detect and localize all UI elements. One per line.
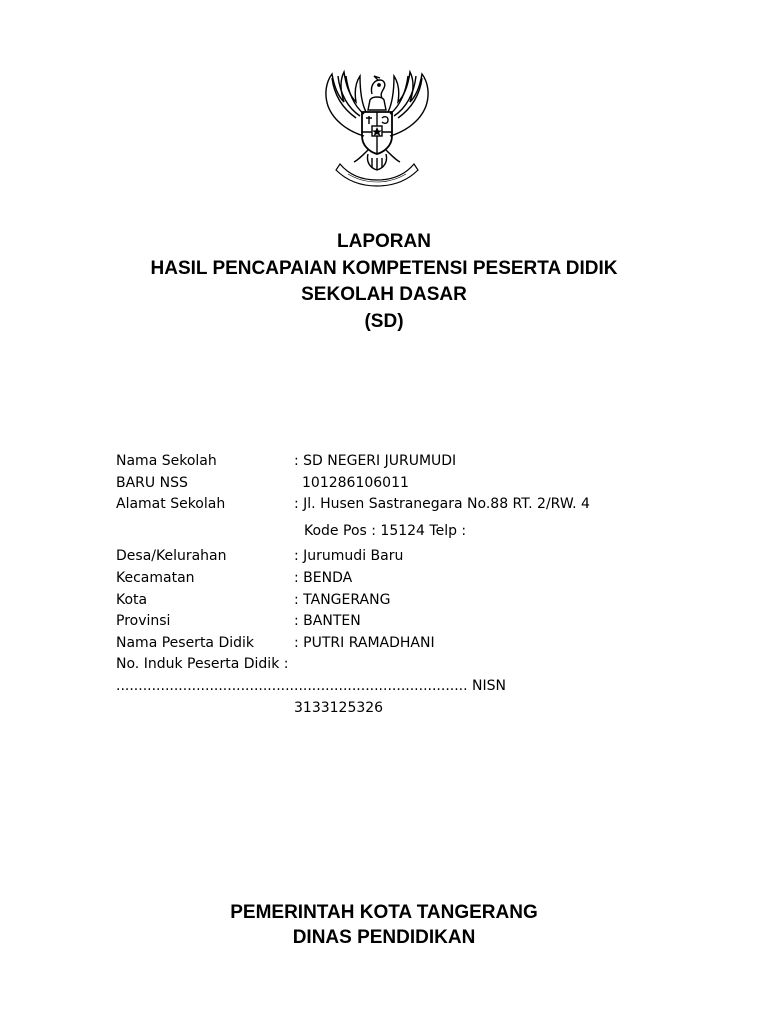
info-value: : BANTEN <box>294 613 361 630</box>
info-row-provinsi <box>116 611 716 633</box>
info-row-alamat <box>116 494 716 516</box>
info-label: Nama Sekolah <box>116 453 217 469</box>
issuer-line-dinas: DINAS PENDIDIKAN <box>292 927 476 948</box>
info-row-desa <box>116 546 716 568</box>
info-row-nss <box>116 473 716 495</box>
info-label: Kecamatan <box>116 569 195 586</box>
info-label: No. Induk Peserta Didik : <box>116 656 289 673</box>
info-label: Kota <box>116 591 148 608</box>
info-label: BARU NSS <box>116 474 188 491</box>
info-value: : SD NEGERI JURUMUDI <box>294 453 457 469</box>
info-row-nisn <box>116 698 716 720</box>
info-value: Kode Pos : 15124 Telp : <box>304 522 467 539</box>
info-value: 101286106011 <box>302 474 409 491</box>
issuer-line-pemerintah: PEMERINTAH KOTA TANGERANG <box>230 902 538 923</box>
info-row-dots-nisn <box>116 676 716 698</box>
info-row-nama-sekolah <box>116 451 716 473</box>
dotted-line-nisn-label: ............................................................................... NISN <box>116 677 506 694</box>
title-line-hasil: HASIL PENCAPAIAN KOMPETENSI PESERTA DIDIK <box>150 257 618 279</box>
garuda-emblem-icon <box>320 66 434 188</box>
info-value: : Jurumudi Baru <box>294 548 404 565</box>
title-line-sekolah-dasar: SEKOLAH DASAR <box>301 284 467 305</box>
info-label: Alamat Sekolah <box>116 496 226 513</box>
issuer-block <box>0 900 768 950</box>
info-row-induk <box>116 654 716 676</box>
info-row-kecamatan <box>116 568 716 590</box>
info-value: : TANGERANG <box>294 591 391 608</box>
info-label: Nama Peserta Didik <box>116 634 255 651</box>
title-line-sd: (SD) <box>364 310 404 332</box>
info-value: : Jl. Husen Sastranegara No.88 RT. 2/RW. 4 <box>294 496 590 513</box>
title-line-laporan: LAPORAN <box>337 231 431 252</box>
info-row-kode-pos <box>116 521 716 543</box>
nisn-value: 3133125326 <box>294 699 384 716</box>
info-value: : PUTRI RAMADHANI <box>294 634 435 651</box>
school-info-block <box>116 451 716 719</box>
report-title-block <box>0 229 768 335</box>
info-row-peserta <box>116 633 716 655</box>
info-value: : BENDA <box>294 569 353 586</box>
info-label: Provinsi <box>116 613 171 630</box>
info-label: Desa/Kelurahan <box>116 548 227 565</box>
info-row-kota <box>116 590 716 612</box>
